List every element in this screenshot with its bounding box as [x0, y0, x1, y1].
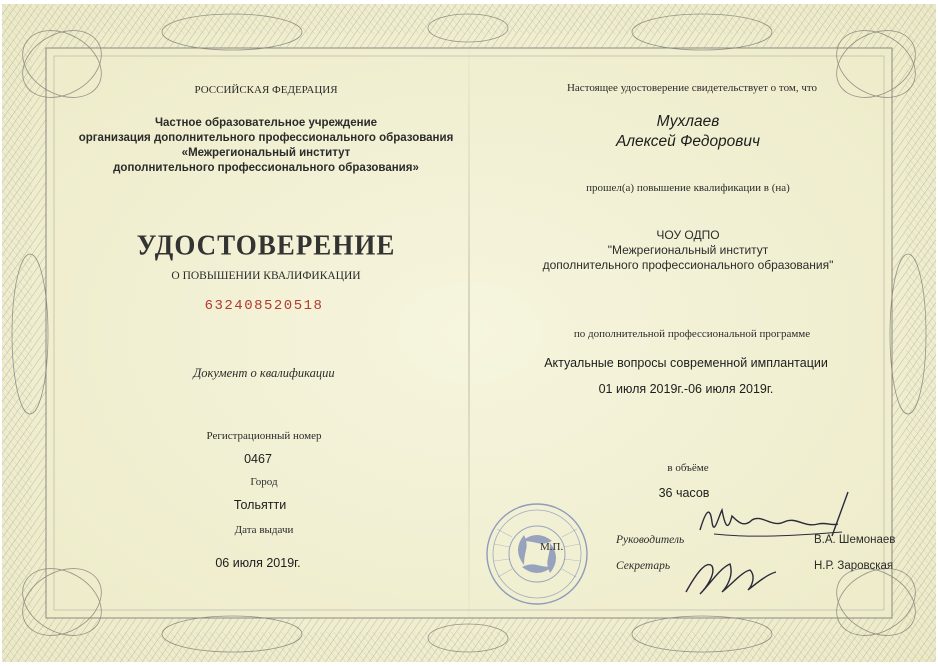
secretary-label: Секретарь — [616, 560, 671, 572]
head-label: Руководитель — [616, 534, 685, 546]
passed-label: прошел(а) повышение квалификации в (на) — [586, 182, 790, 194]
holder-given-names: Алексей Федорович — [615, 133, 761, 150]
city-value: Тольятти — [233, 498, 287, 512]
volume-label: в объёме — [667, 462, 709, 474]
org-line: «Межрегиональный институт — [181, 147, 351, 159]
institution-line: "Межрегиональный институт — [607, 243, 769, 257]
institution-line: дополнительного профессионального образования" — [542, 258, 834, 272]
holder-name — [616, 112, 760, 152]
issue-date-value: 06 июля 2019г. — [215, 556, 301, 570]
registration-value: 0467 — [244, 452, 272, 466]
program-label: по дополнительной профессиональной программе — [573, 328, 811, 340]
head-name: В.А. Шемонаев — [814, 534, 896, 546]
institution-name — [543, 228, 834, 273]
org-line: дополнительного профессионального образования» — [113, 162, 419, 174]
official-stamp — [482, 499, 592, 609]
certificate — [2, 4, 936, 662]
issue-date-label: Дата выдачи — [234, 524, 294, 536]
volume-value: 36 часов — [658, 486, 710, 500]
city-label: Город — [250, 476, 278, 488]
holder-surname: Мухлаев — [656, 113, 720, 130]
organization-name — [79, 116, 454, 176]
stamp-label: М.П. — [540, 541, 564, 553]
serial-number: 632408520518 — [204, 298, 324, 314]
org-line: Частное образовательное учреждение — [154, 117, 378, 129]
secretary-name: Н.Р. Заровская — [814, 560, 894, 572]
intro-text: Настоящее удостоверение свидетельствует о том, что — [566, 82, 818, 94]
document-title: УДОСТОВЕРЕНИЕ — [136, 229, 396, 261]
org-line: организация дополнительного профессионального образования — [78, 132, 454, 144]
program-name: Актуальные вопросы современной имплантации — [544, 356, 828, 370]
document-subtitle: О ПОВЫШЕНИИ КВАЛИФИКАЦИИ — [171, 270, 361, 282]
institution-line: ЧОУ ОДПО — [656, 228, 720, 242]
center-fold — [468, 22, 470, 644]
program-dates: 01 июля 2019г.-06 июля 2019г. — [598, 382, 774, 396]
document-type: Документ о квалификации — [193, 366, 335, 380]
registration-label: Регистрационный номер — [206, 430, 322, 442]
secretary-signature — [676, 544, 786, 604]
country-name: РОССИЙСКАЯ ФЕДЕРАЦИЯ — [194, 84, 338, 96]
